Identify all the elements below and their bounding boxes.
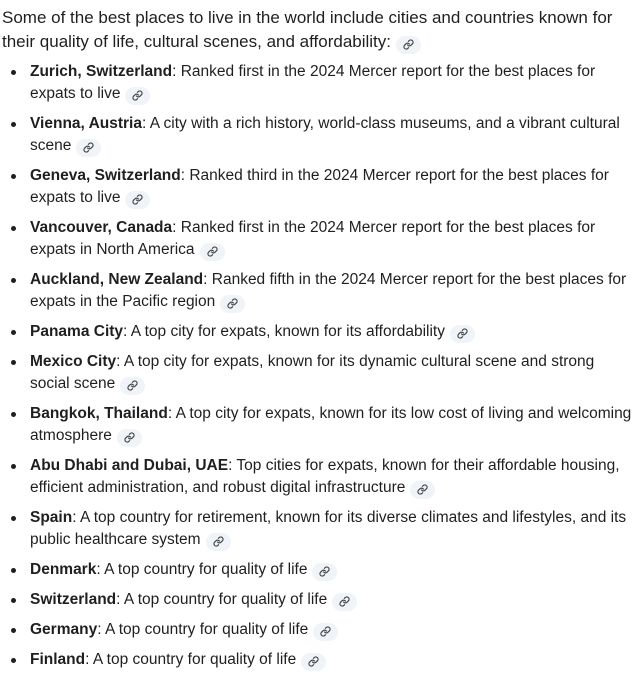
link-icon — [308, 656, 319, 667]
place-name: Abu Dhabi and Dubai, UAE — [30, 457, 229, 474]
link-icon — [227, 298, 238, 309]
link-icon — [83, 142, 94, 153]
list-item — [2, 113, 635, 157]
place-description: : Ranked fifth in the 2024 Mercer report for the best places for expats in the Pacific region — [30, 271, 627, 310]
place-name: Geneva, Switzerland — [30, 167, 181, 184]
places-list — [2, 61, 635, 671]
list-item — [2, 619, 635, 641]
link-icon — [319, 566, 330, 577]
source-link-chip[interactable] — [206, 533, 231, 551]
place-name: Bangkok, Thailand — [30, 405, 168, 422]
place-name: Denmark — [30, 561, 97, 578]
source-link-chip[interactable] — [125, 191, 150, 209]
place-description: : Ranked first in the 2024 Mercer report for the best places for expats in North America — [30, 219, 596, 258]
place-name: Auckland, New Zealand — [30, 271, 204, 288]
source-link-chip[interactable] — [450, 325, 475, 343]
link-icon — [207, 246, 218, 257]
place-description: : A top country for quality of life — [85, 651, 297, 668]
place-name: Vienna, Austria — [30, 115, 142, 132]
place-description: : A top city for expats, known for its affordability — [123, 323, 445, 340]
list-item — [2, 649, 635, 671]
source-link-chip[interactable] — [396, 36, 421, 54]
place-description: : A top city for expats, known for its low cost of living and welcoming atmosphere — [30, 405, 632, 444]
link-icon — [132, 194, 143, 205]
source-link-chip[interactable] — [76, 139, 101, 157]
list-item — [2, 403, 635, 447]
link-icon — [132, 90, 143, 101]
place-description: : A top country for quality of life — [96, 561, 308, 578]
list-item — [2, 321, 635, 343]
place-description: : A city with a rich history, world-class museums, and a vibrant cultural scene — [30, 115, 620, 154]
list-item — [2, 589, 635, 611]
place-name: Vancouver, Canada — [30, 219, 173, 236]
source-link-chip[interactable] — [312, 563, 337, 581]
link-icon — [124, 432, 135, 443]
place-description: : A top city for expats, known for its dynamic cultural scene and strong social scene — [30, 353, 595, 392]
place-name: Zurich, Switzerland — [30, 63, 173, 80]
link-icon — [403, 39, 414, 50]
source-link-chip[interactable] — [313, 623, 338, 641]
place-description: : A top country for retirement, known for its diverse climates and lifestyles, and its public healthcare system — [30, 509, 627, 548]
source-link-chip[interactable] — [220, 295, 245, 313]
source-link-chip[interactable] — [332, 593, 357, 611]
place-description: : Ranked third in the 2024 Mercer report for the best places for expats to live — [30, 167, 609, 206]
place-name: Panama City — [30, 323, 124, 340]
list-item — [2, 165, 635, 209]
place-description: : Ranked first in the 2024 Mercer report for the best places for expats to live — [30, 63, 596, 102]
list-item — [2, 61, 635, 105]
list-item — [2, 351, 635, 395]
place-name: Mexico City — [30, 353, 117, 370]
source-link-chip[interactable] — [120, 377, 145, 395]
place-description: : Top cities for expats, known for their affordable housing, efficient administration, and robust digital infrastructure — [30, 457, 620, 496]
link-icon — [417, 484, 428, 495]
intro-text: Some of the best places to live in the world include cities and countries known for their quality of life, cultural scenes, and affordability: — [2, 8, 613, 51]
place-name: Germany — [30, 621, 98, 638]
place-name: Spain — [30, 509, 73, 526]
place-name: Finland — [30, 651, 86, 668]
link-icon — [320, 626, 331, 637]
list-item — [2, 217, 635, 261]
place-description: : A top country for quality of life — [97, 621, 309, 638]
list-item — [2, 455, 635, 499]
link-icon — [457, 328, 468, 339]
intro-paragraph — [2, 6, 635, 54]
link-icon — [339, 596, 350, 607]
list-item — [2, 269, 635, 313]
link-icon — [213, 536, 224, 547]
source-link-chip[interactable] — [301, 653, 326, 671]
source-link-chip[interactable] — [200, 243, 225, 261]
list-item — [2, 559, 635, 581]
source-link-chip[interactable] — [125, 87, 150, 105]
source-link-chip[interactable] — [117, 429, 142, 447]
place-name: Switzerland — [30, 591, 117, 608]
list-item — [2, 507, 635, 551]
link-icon — [127, 380, 138, 391]
source-link-chip[interactable] — [410, 481, 435, 499]
place-description: : A top country for quality of life — [116, 591, 328, 608]
